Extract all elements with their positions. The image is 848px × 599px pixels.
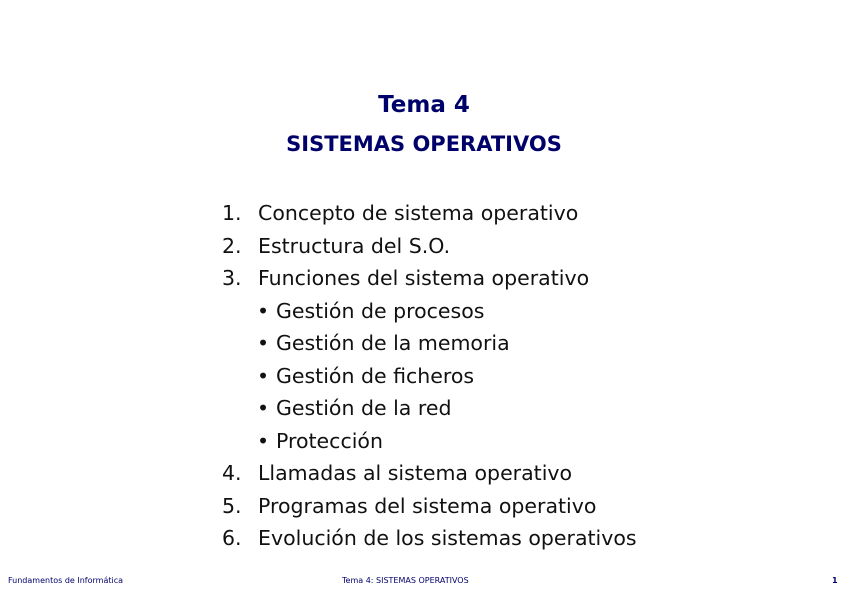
item-label: Gestión de la memoria: [276, 331, 510, 355]
item-label: Protección: [276, 428, 383, 453]
toc-item-4: [222, 458, 637, 491]
item-number: 3.: [222, 266, 242, 290]
item-number: 5.: [222, 493, 242, 518]
bullet-icon: •: [257, 331, 270, 355]
toc-subitem-proteccion: [222, 426, 637, 459]
toc-item-6: [222, 523, 637, 556]
table-of-contents: [222, 198, 637, 556]
item-label: Gestión de procesos: [276, 298, 485, 323]
item-label: Evolución de los sistemas operativos: [258, 526, 637, 550]
item-number: 6.: [222, 526, 242, 550]
bullet-icon: •: [257, 363, 270, 388]
slide-title: SISTEMAS OPERATIVOS: [286, 132, 562, 156]
item-label: Concepto de sistema operativo: [258, 201, 579, 225]
item-label: Llamadas al sistema operativo: [258, 461, 573, 485]
item-number: 1.: [222, 201, 242, 225]
item-number: 4.: [222, 461, 242, 485]
page-number: 1: [832, 576, 838, 585]
toc-subitem-red: [222, 393, 637, 426]
bullet-icon: •: [257, 428, 270, 453]
toc-item-1: [222, 198, 637, 231]
toc-subitem-memoria: [222, 328, 637, 361]
item-label: Programas del sistema operativo: [258, 493, 597, 518]
item-label: Funciones del sistema operativo: [258, 266, 590, 290]
topic-heading: Tema 4: [378, 92, 470, 118]
footer-topic: Tema 4: SISTEMAS OPERATIVOS: [342, 576, 469, 585]
toc-item-2: [222, 231, 637, 264]
toc-subitem-procesos: [222, 296, 637, 329]
bullet-icon: •: [257, 396, 270, 420]
footer-course: Fundamentos de Informática: [8, 576, 123, 585]
bullet-icon: •: [257, 298, 270, 323]
item-label: Estructura del S.O.: [258, 233, 451, 258]
item-label: Gestión de ficheros: [276, 363, 475, 388]
toc-item-5: [222, 491, 637, 524]
toc-item-3: [222, 263, 637, 296]
toc-subitem-ficheros: [222, 361, 637, 394]
item-number: 2.: [222, 233, 242, 258]
item-label: Gestión de la red: [276, 396, 452, 420]
